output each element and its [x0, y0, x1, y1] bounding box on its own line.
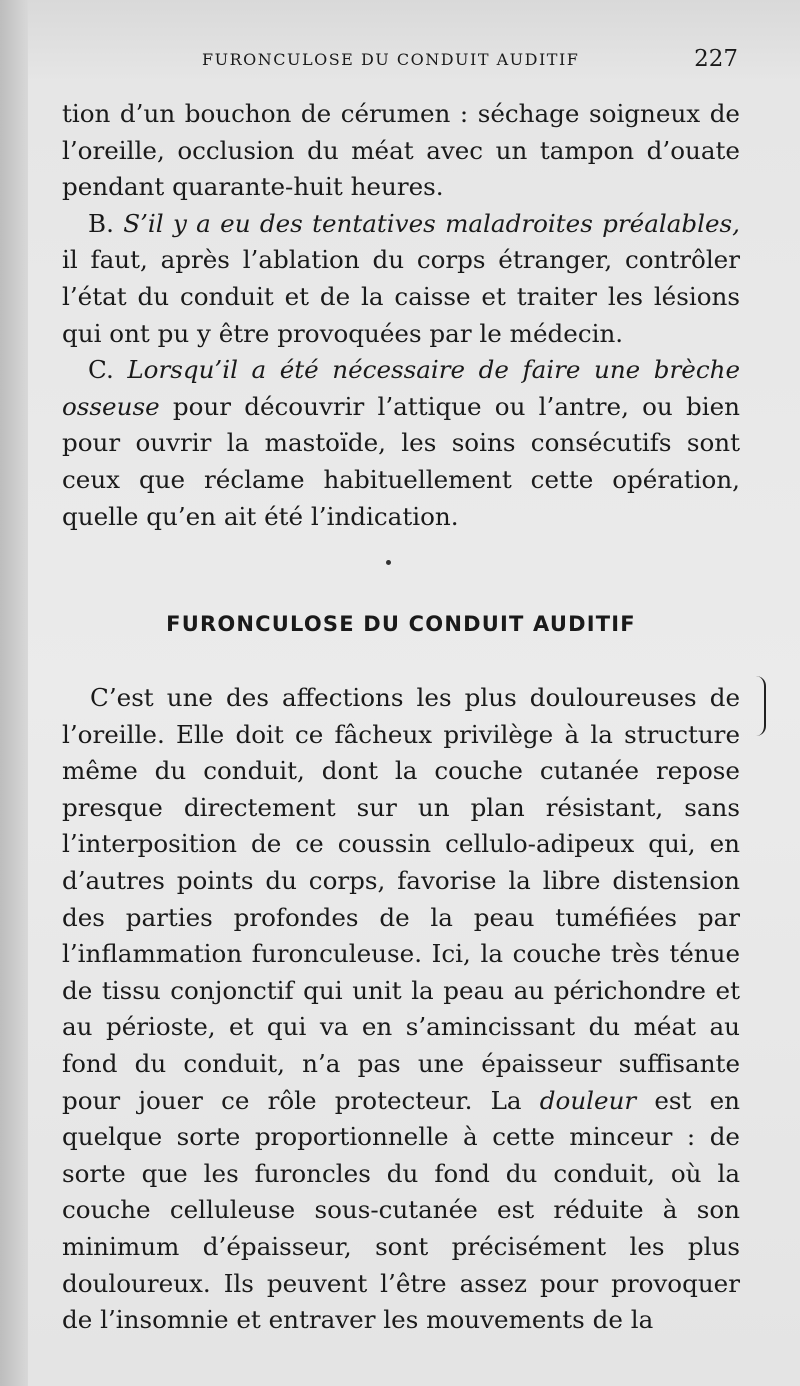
- section-divider-dot: [386, 560, 391, 565]
- section-paragraph: [62, 680, 740, 1339]
- paragraph-c-italic: Lorsqu’il a été nécessaire de faire une brèche osseuse: [62, 355, 740, 421]
- margin-pencil-mark: [756, 676, 766, 736]
- paragraph-c-label: C.: [88, 355, 128, 385]
- paragraph-b-label: B.: [88, 208, 124, 238]
- section-heading: FURONCULOSE DU CONDUIT AUDITIF: [166, 612, 636, 636]
- running-title: FURONCULOSE DU CONDUIT AUDITIF: [202, 50, 580, 69]
- paragraph-c: [62, 352, 740, 535]
- paragraph-c-text: pour découvrir l’attique ou l’antre, ou bien pour ouvrir la mastoïde, les soins consécutifs sont ceux que réclame habituellement cette opération, quelle qu’en ait été l’indication.: [62, 391, 740, 531]
- body-text-top: [62, 96, 740, 535]
- section-paragraph-italic: douleur: [539, 1085, 637, 1115]
- running-head: [62, 44, 738, 80]
- paragraph-b: [62, 206, 740, 352]
- section-paragraph-text-end: est en quelque sorte proportionnelle à cette minceur : de sorte que les furoncles du fond du conduit, où la couche celluleuse sous-cutanée est réduite à son minimum d’épaisseur, sont précisément les plus douloureux. Ils peuvent l’être assez pour provoquer de l’insomnie et entraver les mouvements de la: [62, 1085, 740, 1335]
- paragraph-continuation: [62, 96, 740, 206]
- page-number: 227: [694, 46, 738, 72]
- section-paragraph-text: C’est une des affections les plus douloureuses de l’oreille. Elle doit ce fâcheux privilège à la structure même du conduit, dont la couche cutanée repose presque directement sur un plan résistant, sans l’interposition de ce coussin cellulo-adipeux qui, en d’autres points du corps, favorise la libre distension des parties profondes de la peau tuméfiées par l’inflammation furonculeuse. Ici, la couche très ténue de tissu conjonctif qui unit la peau au périchondre et au périoste, et qui va en s’amincissant du méat au fond du conduit, n’a pas une épaisseur suffisante pour jouer ce rôle protecteur. La: [62, 683, 740, 1115]
- page-edge-shadow: [0, 0, 28, 1386]
- body-text-section: [62, 680, 740, 1339]
- paragraph-b-text: il faut, après l’ablation du corps étranger, contrôler l’état du conduit et de la caisse et traiter les lésions qui ont pu y être provoquées par le médecin.: [62, 245, 740, 348]
- paragraph-text: tion d’un bouchon de cérumen : séchage soigneux de l’oreille, occlusion du méat avec un tampon d’ouate pendant quarante-huit heures.: [62, 99, 740, 202]
- paragraph-b-italic: S’il y a eu des tentatives maladroites préalables,: [123, 208, 740, 238]
